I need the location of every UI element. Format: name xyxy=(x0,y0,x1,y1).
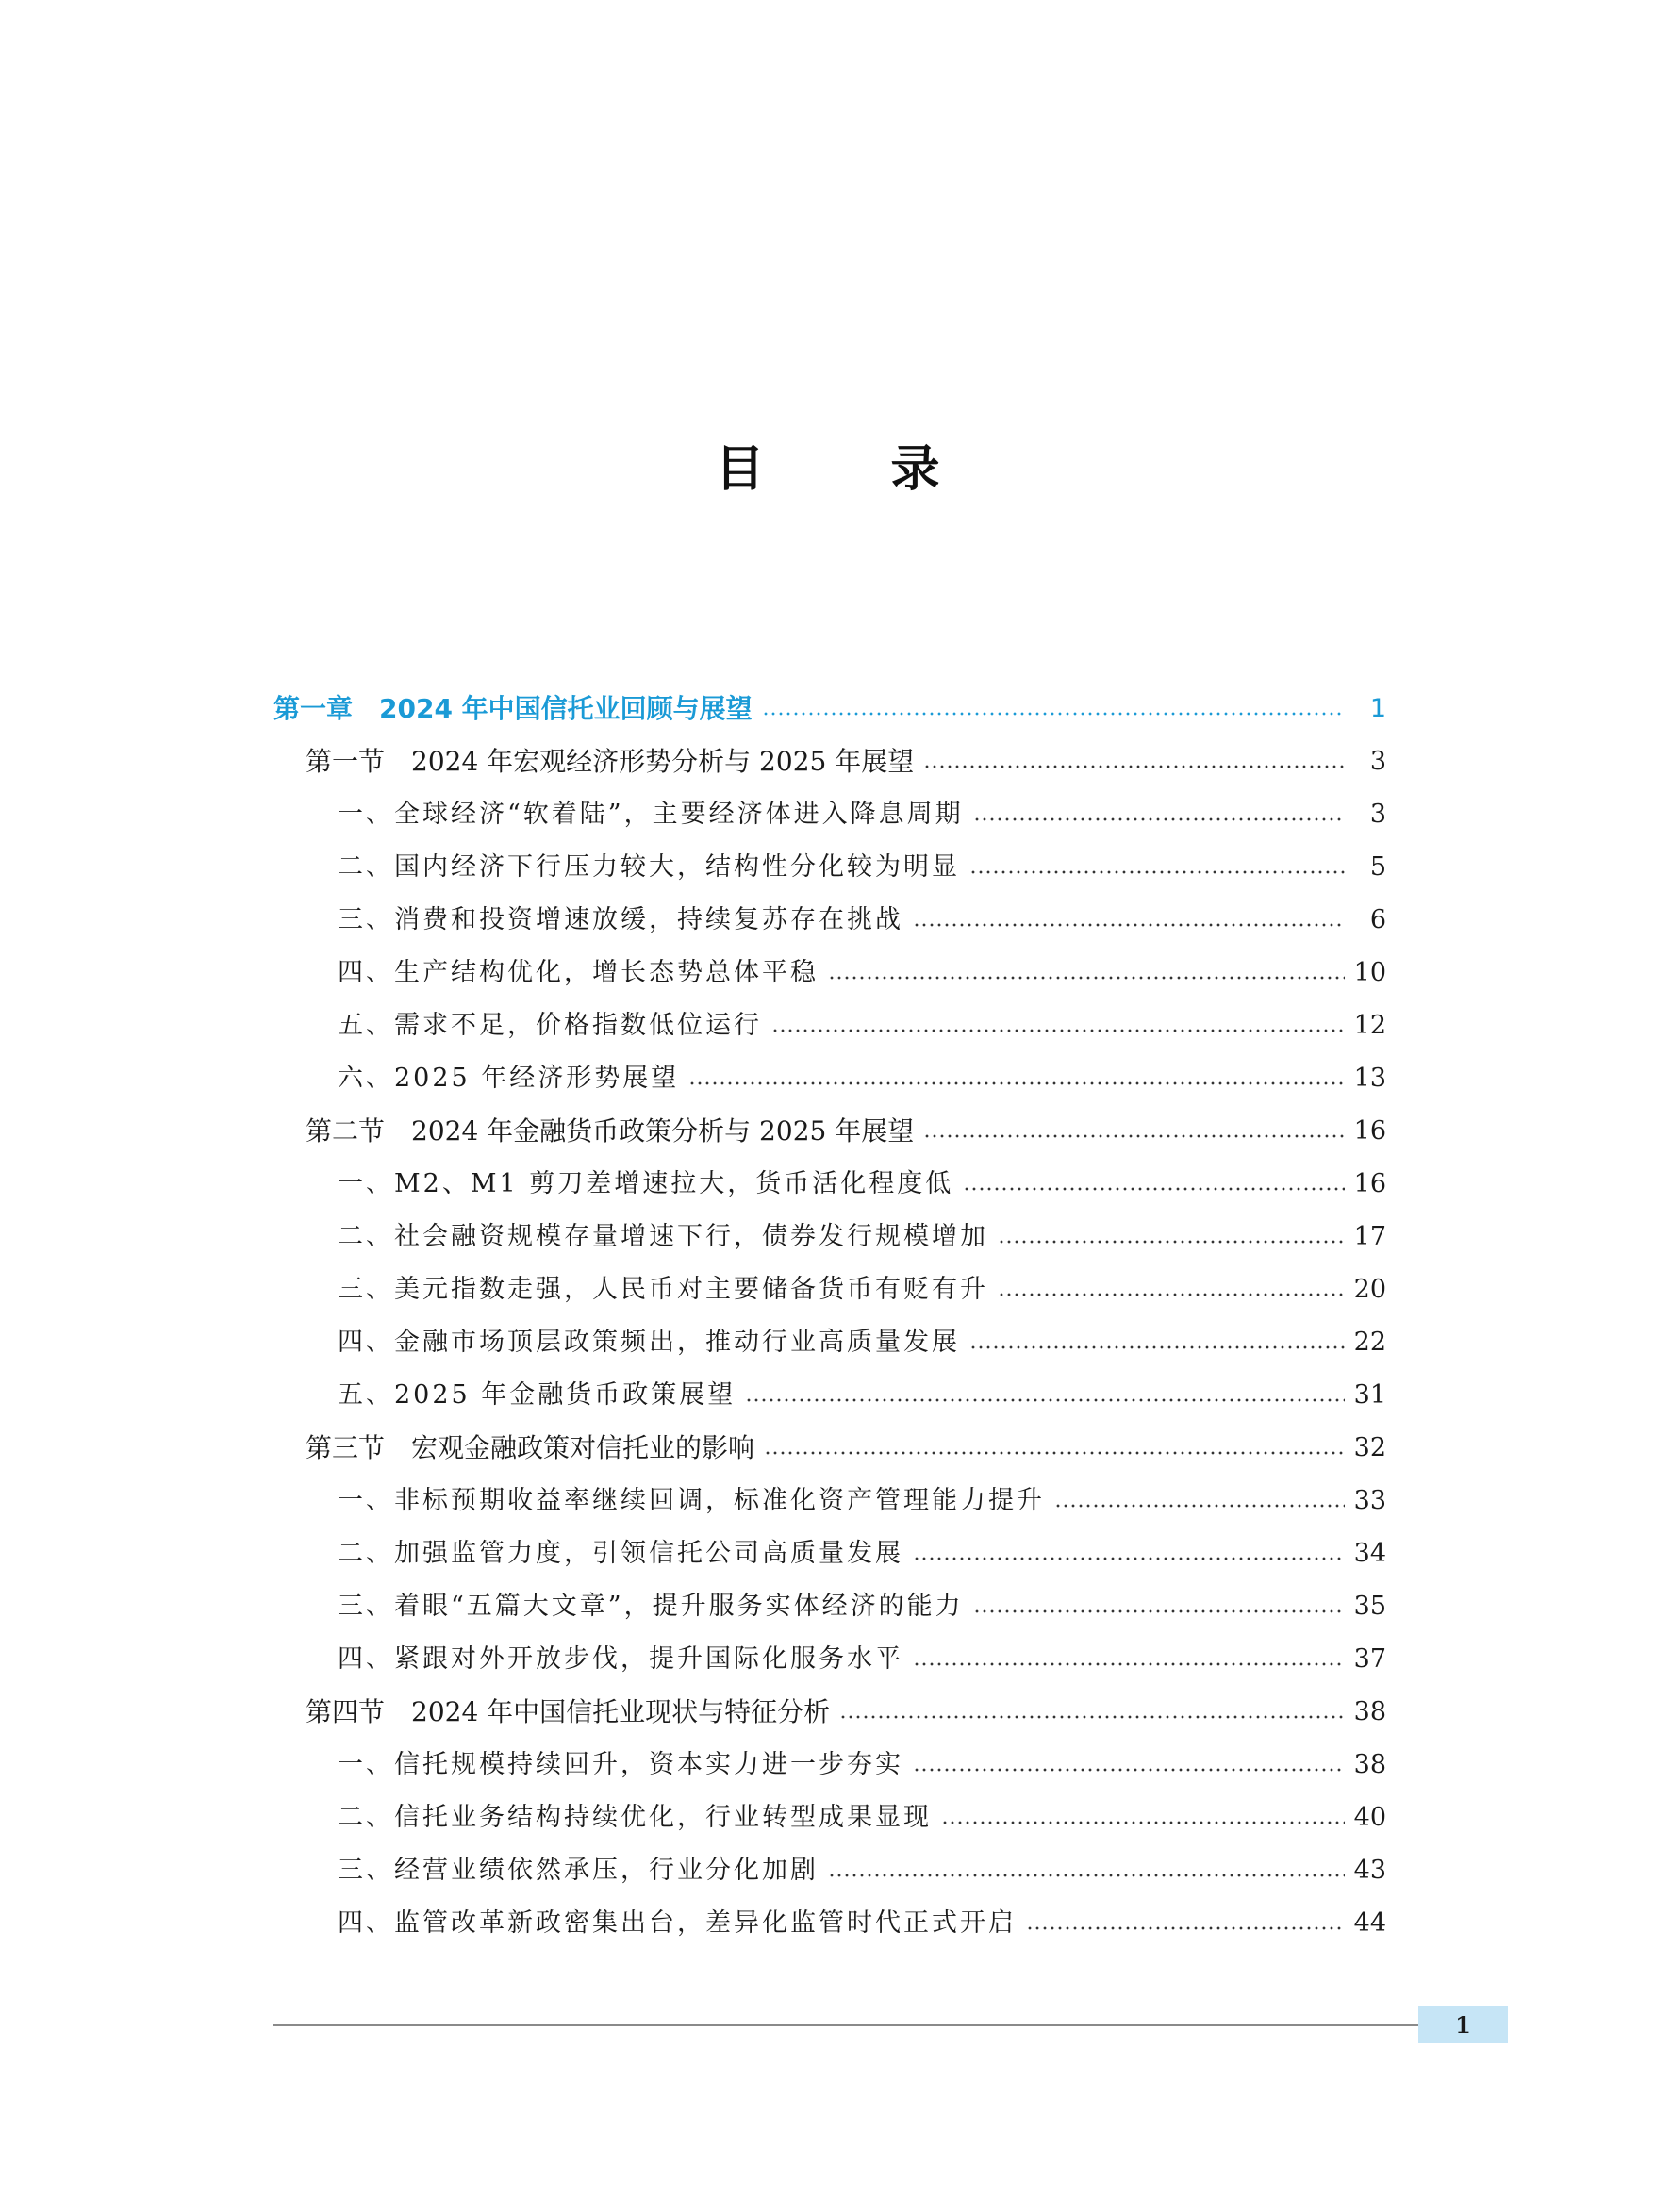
dot-leader xyxy=(913,1662,1345,1666)
toc-subsection-title: 一、信托规模持续回升，资本实力进一步夯实 xyxy=(338,1750,903,1779)
page-number: 13 xyxy=(1353,1064,1386,1093)
dot-leader xyxy=(762,712,1345,716)
dot-leader xyxy=(973,1609,1345,1613)
page-number: 38 xyxy=(1353,1697,1386,1726)
page-number: 32 xyxy=(1353,1433,1386,1462)
toc-subsection[interactable] xyxy=(273,1211,1386,1263)
page-number: 16 xyxy=(1353,1169,1386,1198)
toc-subsection-title: 四、生产结构优化，增长态势总体平稳 xyxy=(338,958,819,987)
toc-subsection-title: 四、监管改革新政密集出台，差异化监管时代正式开启 xyxy=(338,1908,1017,1938)
toc-subsection[interactable] xyxy=(273,1527,1386,1580)
toc-subsection-title: 四、紧跟对外开放步伐，提升国际化服务水平 xyxy=(338,1644,903,1674)
toc-subsection[interactable] xyxy=(273,1791,1386,1844)
toc-subsection-title: 四、金融市场顶层政策频出，推动行业高质量发展 xyxy=(338,1328,960,1357)
dot-leader xyxy=(913,923,1345,927)
toc-subsection[interactable] xyxy=(273,1897,1386,1950)
toc-section[interactable] xyxy=(273,735,1386,788)
dot-leader xyxy=(839,1715,1344,1719)
table-of-contents xyxy=(273,683,1386,1950)
dot-leader xyxy=(1026,1926,1345,1930)
toc-subsection[interactable] xyxy=(273,1316,1386,1369)
footer-rule xyxy=(273,2024,1418,2026)
page-number: 22 xyxy=(1353,1328,1386,1357)
toc-subsection[interactable] xyxy=(273,1739,1386,1791)
page-number: 44 xyxy=(1353,1908,1386,1938)
toc-subsection[interactable] xyxy=(273,999,1386,1052)
toc-subsection[interactable] xyxy=(273,1844,1386,1897)
toc-subsection[interactable] xyxy=(273,947,1386,999)
toc-chapter-title: 第一章 2024 年中国信托业回顾与展望 xyxy=(273,693,753,724)
dot-leader xyxy=(764,1451,1345,1455)
toc-section-title: 第四节 2024 年中国信托业现状与特征分析 xyxy=(306,1696,831,1727)
toc-subsection-title: 六、2025 年经济形势展望 xyxy=(338,1064,680,1093)
dot-leader xyxy=(828,1874,1345,1877)
toc-subsection-title: 一、非标预期收益率继续回调，标准化资产管理能力提升 xyxy=(338,1486,1045,1515)
toc-subsection-title: 五、需求不足，价格指数低位运行 xyxy=(338,1011,762,1040)
page-number: 3 xyxy=(1369,800,1386,829)
dot-leader xyxy=(771,1029,1345,1032)
toc-section-title: 第一节 2024 年宏观经济形势分析与 2025 年展望 xyxy=(306,746,915,777)
page-number: 43 xyxy=(1353,1856,1386,1885)
dot-leader xyxy=(923,1134,1344,1138)
page-number: 35 xyxy=(1353,1592,1386,1621)
dot-leader xyxy=(973,817,1345,821)
toc-subsection-title: 三、美元指数走强，人民币对主要储备货币有贬有升 xyxy=(338,1275,988,1304)
dot-leader xyxy=(1054,1504,1345,1508)
toc-subsection-title: 五、2025 年金融货币政策展望 xyxy=(338,1380,736,1410)
page-number: 31 xyxy=(1353,1380,1386,1410)
page-number: 6 xyxy=(1369,905,1386,934)
toc-subsection[interactable] xyxy=(273,894,1386,947)
toc-subsection-title: 一、M2、M1 剪刀差增速拉大，货币活化程度低 xyxy=(338,1169,954,1198)
dot-leader xyxy=(913,1557,1345,1560)
dot-leader xyxy=(969,870,1345,874)
dot-leader xyxy=(963,1187,1344,1191)
toc-subsection-title: 二、国内经济下行压力较大，结构性分化较为明显 xyxy=(338,852,960,882)
page-number: 34 xyxy=(1353,1539,1386,1568)
dot-leader xyxy=(923,765,1345,768)
toc-subsection-title: 三、经营业绩依然承压，行业分化加剧 xyxy=(338,1856,819,1885)
toc-section[interactable] xyxy=(273,1105,1386,1158)
page-number: 33 xyxy=(1353,1486,1386,1515)
toc-subsection-title: 二、社会融资规模存量增速下行，债券发行规模增加 xyxy=(338,1222,988,1251)
toc-subsection-title: 三、着眼“五篇大文章”，提升服务实体经济的能力 xyxy=(338,1592,964,1621)
toc-subsection[interactable] xyxy=(273,1263,1386,1316)
page-number: 17 xyxy=(1353,1222,1386,1251)
dot-leader xyxy=(998,1293,1345,1296)
footer-page-number: 1 xyxy=(1418,2006,1508,2043)
dot-leader xyxy=(828,976,1345,980)
page-number: 40 xyxy=(1353,1803,1386,1832)
dot-leader xyxy=(969,1345,1345,1349)
toc-subsection[interactable] xyxy=(273,1580,1386,1633)
page-number: 12 xyxy=(1353,1011,1386,1040)
dot-leader xyxy=(913,1768,1345,1772)
toc-subsection[interactable] xyxy=(273,1475,1386,1527)
toc-subsection[interactable] xyxy=(273,788,1386,841)
page-number: 3 xyxy=(1369,747,1386,776)
toc-subsection-title: 二、加强监管力度，引领信托公司高质量发展 xyxy=(338,1539,903,1568)
toc-section[interactable] xyxy=(273,1422,1386,1475)
toc-subsection-title: 三、消费和投资增速放缓，持续复苏存在挑战 xyxy=(338,905,903,934)
page-number: 37 xyxy=(1353,1644,1386,1674)
toc-subsection[interactable] xyxy=(273,1052,1386,1105)
dot-leader xyxy=(998,1240,1345,1244)
toc-subsection[interactable] xyxy=(273,841,1386,894)
page-number: 20 xyxy=(1353,1275,1386,1304)
toc-chapter[interactable] xyxy=(273,683,1386,735)
page-number: 16 xyxy=(1353,1116,1386,1146)
toc-subsection[interactable] xyxy=(273,1633,1386,1686)
dot-leader xyxy=(688,1081,1344,1085)
toc-subsection[interactable] xyxy=(273,1158,1386,1211)
page-number: 38 xyxy=(1353,1750,1386,1779)
toc-subsection-title: 一、全球经济“软着陆”，主要经济体进入降息周期 xyxy=(338,800,964,829)
toc-subsection[interactable] xyxy=(273,1369,1386,1422)
dot-leader xyxy=(941,1821,1345,1824)
toc-subsection-title: 二、信托业务结构持续优化，行业转型成果显现 xyxy=(338,1803,932,1832)
toc-section[interactable] xyxy=(273,1686,1386,1739)
page-number: 10 xyxy=(1353,958,1386,987)
page-number: 5 xyxy=(1369,852,1386,882)
dot-leader xyxy=(745,1398,1344,1402)
page-title: 目 录 xyxy=(715,441,995,498)
page-number: 1 xyxy=(1369,694,1386,723)
toc-section-title: 第二节 2024 年金融货币政策分析与 2025 年展望 xyxy=(306,1115,915,1147)
toc-section-title: 第三节 宏观金融政策对信托业的影响 xyxy=(306,1432,755,1463)
